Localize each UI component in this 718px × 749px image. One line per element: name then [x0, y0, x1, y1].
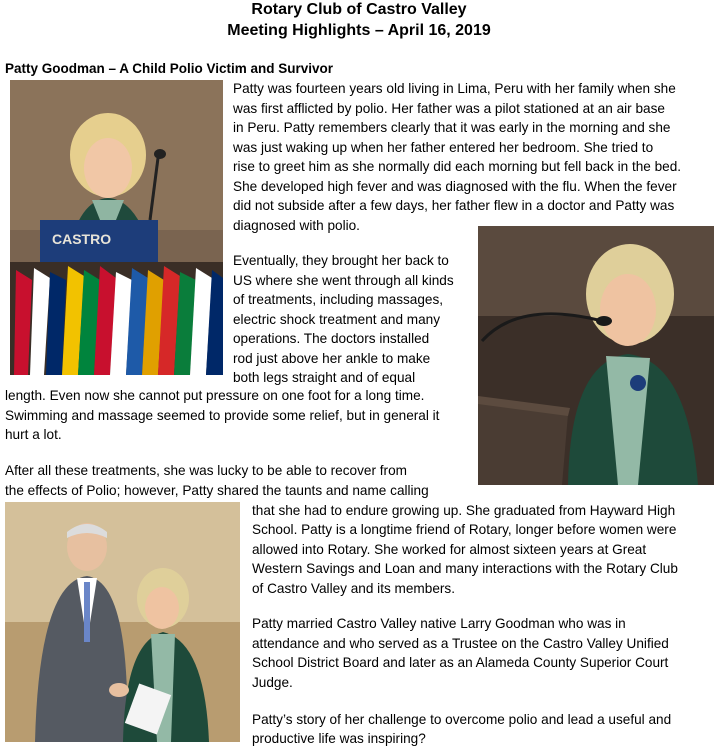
article-text-line: diagnosed with polio.	[233, 218, 360, 233]
article-text-line: School District Board and later as an Alameda County Superior Court	[252, 655, 669, 670]
article-text-line: operations. The doctors installed	[233, 331, 430, 346]
speaker-microphone-illustration	[478, 226, 714, 485]
article-text-line: Patty married Castro Valley native Larry Goodman who was in	[252, 616, 626, 631]
podium-sign-text: CASTRO	[52, 231, 112, 247]
article-text-line: rise to greet him as she normally did each morning but fell back in the bed.	[233, 159, 682, 174]
article-text-line: productive life was inspiring?	[252, 731, 426, 746]
article-text-line: in Peru. Patty remembers clearly that it was early in the morning and she	[233, 120, 671, 135]
article-text-line: did not subside after a few days, her father flew in a doctor and Patty was	[233, 198, 675, 213]
article-text-line: Patty was fourteen years old living in Lima, Peru with her family when she	[233, 81, 676, 96]
article-text-line: length. Even now she cannot put pressure on one foot for a long time.	[5, 388, 425, 403]
article-text-line: was just waking up when her father entered her bedroom. She tried to	[233, 140, 654, 155]
article-text-line: the effects of Polio; however, Patty shared the taunts and name calling	[5, 483, 429, 498]
article-text-line: of treatments, including massages,	[233, 292, 444, 307]
article-text-line: School. Patty is a longtime friend of Rotary, longer before women were	[252, 522, 677, 537]
article-text-line: Patty’s story of her challenge to overcome polio and lead a useful and	[252, 712, 672, 727]
article-heading: Patty Goodman – A Child Polio Victim and Survivor	[5, 61, 334, 76]
speaker-podium-photo	[10, 80, 223, 375]
newsletter-title-line2: Meeting Highlights – April 16, 2019	[227, 22, 491, 39]
article-text-line: rod just above her ankle to make	[233, 351, 431, 366]
article-text-line: Western Savings and Loan and many interactions with the Rotary Club	[252, 561, 678, 576]
article-text-line: was first afflicted by polio. Her father was a pilot stationed at an air base	[233, 101, 665, 116]
article-text-line: electric shock treatment and many	[233, 312, 441, 327]
article-text-line: After all these treatments, she was lucky to be able to recover from	[5, 463, 407, 478]
handshake-photo	[5, 502, 240, 742]
article-text-line: attendance and who served as a Trustee on the Castro Valley Unified	[252, 636, 669, 651]
speaker-microphone-photo	[478, 226, 714, 485]
article-text-line: allowed into Rotary. She worked for almost sixteen years at Great	[252, 542, 647, 557]
article-text-line: She developed high fever and was diagnosed with the flu. When the fever	[233, 179, 677, 194]
speaker-podium-illustration	[10, 80, 223, 375]
article-text-line: both legs straight and of equal	[233, 370, 416, 385]
article-text-line: of Castro Valley and its members.	[252, 581, 455, 596]
article-text-line: Swimming and massage seemed to provide some relief, but in general it	[5, 408, 440, 423]
newsletter-title-line1: Rotary Club of Castro Valley	[251, 1, 467, 18]
article-text-line: that she had to endure growing up. She graduated from Hayward High	[252, 503, 676, 518]
article-text-line: US where she went through all kinds	[233, 273, 454, 288]
article-text-line: Judge.	[252, 675, 293, 690]
article-text-line: Eventually, they brought her back to	[233, 253, 449, 268]
article-text-line: hurt a lot.	[5, 427, 62, 442]
handshake-illustration	[5, 502, 240, 742]
